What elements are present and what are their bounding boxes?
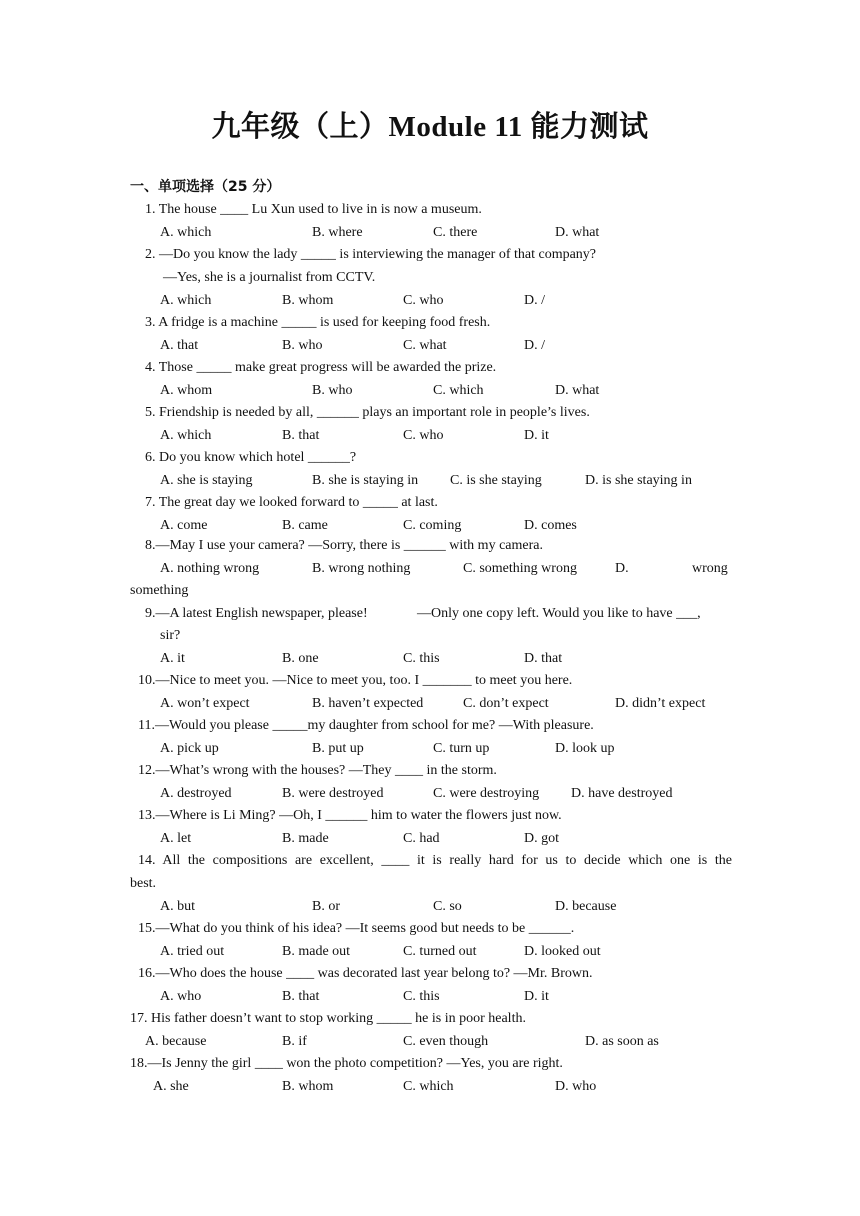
q8-option-a: A. nothing wrong xyxy=(160,561,260,576)
q11-option-b: B. put up xyxy=(312,741,364,756)
q1-option-d: D. what xyxy=(555,225,600,240)
q13-option-c: C. had xyxy=(403,831,440,846)
q3-option-a: A. that xyxy=(160,338,199,353)
q6-option-a: A. she is staying xyxy=(160,473,253,488)
q14-option-c: C. so xyxy=(433,899,462,914)
question-7: 7. The great day we looked forward to _____ at last. xyxy=(145,495,438,510)
q9-option-d: D. that xyxy=(524,651,563,666)
q3-option-c: C. what xyxy=(403,338,447,353)
q3-option-d: D. / xyxy=(524,338,545,353)
q8-option-c: C. something wrong xyxy=(463,561,577,576)
question-9-continued: sir? xyxy=(160,628,181,643)
q4-option-d: D. what xyxy=(555,383,600,398)
q2-option-a: A. which xyxy=(160,293,212,308)
q7-option-c: C. coming xyxy=(403,518,462,533)
q12-option-a: A. destroyed xyxy=(160,786,232,801)
question-6: 6. Do you know which hotel ______? xyxy=(145,450,357,465)
page-title: 九年级（上）Module 11 能力测试 xyxy=(211,111,649,143)
q12-option-d: D. have destroyed xyxy=(571,786,673,801)
question-8: 8.—May I use your camera? —Sorry, there is ______ with my camera. xyxy=(145,538,543,553)
q12-option-c: C. were destroying xyxy=(433,786,540,801)
q15-option-c: C. turned out xyxy=(403,944,477,959)
q1-option-c: C. there xyxy=(433,225,478,240)
q5-option-c: C. who xyxy=(403,428,444,443)
question-4: 4. Those _____ make great progress will be awarded the prize. xyxy=(145,360,497,375)
q15-option-b: B. made out xyxy=(282,944,351,959)
question-2: 2. —Do you know the lady _____ is interviewing the manager of that company? xyxy=(145,247,597,262)
q17-option-a: A. because xyxy=(145,1034,207,1049)
q16-option-b: B. that xyxy=(282,989,320,1004)
question-14-continued: best. xyxy=(130,876,157,891)
q7-option-d: D. comes xyxy=(524,518,577,533)
section-heading: 一、单项选择（25 分） xyxy=(130,179,281,195)
q5-option-b: B. that xyxy=(282,428,320,443)
q2-option-c: C. who xyxy=(403,293,444,308)
q14-option-d: D. because xyxy=(555,899,617,914)
q13-option-d: D. got xyxy=(524,831,559,846)
question-17: 17. His father doesn’t want to stop working _____ he is in poor health. xyxy=(130,1011,526,1026)
question-18: 18.—Is Jenny the girl ____ won the photo competition? —Yes, you are right. xyxy=(130,1056,563,1071)
q8-option-d-continued: something xyxy=(130,583,189,598)
q3-option-b: B. who xyxy=(282,338,323,353)
question-10: 10.—Nice to meet you. —Nice to meet you, too. I _______ to meet you here. xyxy=(138,673,573,688)
q4-option-c: C. which xyxy=(433,383,484,398)
q4-option-b: B. who xyxy=(312,383,353,398)
q9-option-b: B. one xyxy=(282,651,319,666)
q14-option-a: A. but xyxy=(160,899,195,914)
q18-option-d: D. who xyxy=(555,1079,597,1094)
question-9-reply: —Only one copy left. Would you like to have ___, xyxy=(417,606,701,621)
question-16: 16.—Who does the house ____ was decorated last year belong to? —Mr. Brown. xyxy=(138,966,593,981)
question-1: 1. The house ____ Lu Xun used to live in is now a museum. xyxy=(145,202,482,217)
q17-option-d: D. as soon as xyxy=(585,1034,659,1049)
q17-option-b: B. if xyxy=(282,1034,307,1049)
q8-option-d-word: wrong xyxy=(692,561,728,576)
q7-option-b: B. came xyxy=(282,518,328,533)
q6-option-b: B. she is staying in xyxy=(312,473,419,488)
q14-option-b: B. or xyxy=(312,899,340,914)
question-12: 12.—What’s wrong with the houses? —They ____ in the storm. xyxy=(138,763,497,778)
question-15: 15.—What do you think of his idea? —It seems good but needs to be ______. xyxy=(138,921,575,936)
question-3: 3. A fridge is a machine _____ is used for keeping food fresh. xyxy=(145,315,491,330)
q11-option-c: C. turn up xyxy=(433,741,490,756)
q6-option-c: C. is she staying xyxy=(450,473,542,488)
q2-option-b: B. whom xyxy=(282,293,334,308)
q4-option-a: A. whom xyxy=(160,383,213,398)
q9-option-a: A. it xyxy=(160,651,185,666)
q10-option-d: D. didn’t expect xyxy=(615,696,706,711)
q6-option-d: D. is she staying in xyxy=(585,473,692,488)
q1-option-a: A. which xyxy=(160,225,212,240)
q11-option-d: D. look up xyxy=(555,741,615,756)
question-11: 11.—Would you please _____my daughter from school for me? —With pleasure. xyxy=(138,718,594,733)
q12-option-b: B. were destroyed xyxy=(282,786,384,801)
q5-option-d: D. it xyxy=(524,428,549,443)
q8-option-d-letter: D. xyxy=(615,561,629,576)
question-9: 9.—A latest English newspaper, please! xyxy=(145,606,368,621)
q16-option-d: D. it xyxy=(524,989,549,1004)
q11-option-a: A. pick up xyxy=(160,741,219,756)
q2-option-d: D. / xyxy=(524,293,545,308)
q17-option-c: C. even though xyxy=(403,1034,489,1049)
question-13: 13.—Where is Li Ming? —Oh, I ______ him to water the flowers just now. xyxy=(138,808,562,823)
question-2-reply: —Yes, she is a journalist from CCTV. xyxy=(163,270,376,285)
q10-option-a: A. won’t expect xyxy=(160,696,250,711)
q18-option-b: B. whom xyxy=(282,1079,334,1094)
q10-option-c: C. don’t expect xyxy=(463,696,549,711)
q13-option-b: B. made xyxy=(282,831,329,846)
q16-option-a: A. who xyxy=(160,989,202,1004)
q15-option-d: D. looked out xyxy=(524,944,601,959)
q7-option-a: A. come xyxy=(160,518,208,533)
q1-option-b: B. where xyxy=(312,225,363,240)
q13-option-a: A. let xyxy=(160,831,192,846)
question-14: 14. All the compositions are excellent, ____ it is really hard for us to decide which one is the xyxy=(138,853,732,868)
q16-option-c: C. this xyxy=(403,989,440,1004)
q8-option-b: B. wrong nothing xyxy=(312,561,411,576)
q5-option-a: A. which xyxy=(160,428,212,443)
q10-option-b: B. haven’t expected xyxy=(312,696,424,711)
q18-option-a: A. she xyxy=(153,1079,189,1094)
question-5: 5. Friendship is needed by all, ______ plays an important role in people’s lives. xyxy=(145,405,590,420)
q18-option-c: C. which xyxy=(403,1079,454,1094)
q15-option-a: A. tried out xyxy=(160,944,225,959)
q9-option-c: C. this xyxy=(403,651,440,666)
